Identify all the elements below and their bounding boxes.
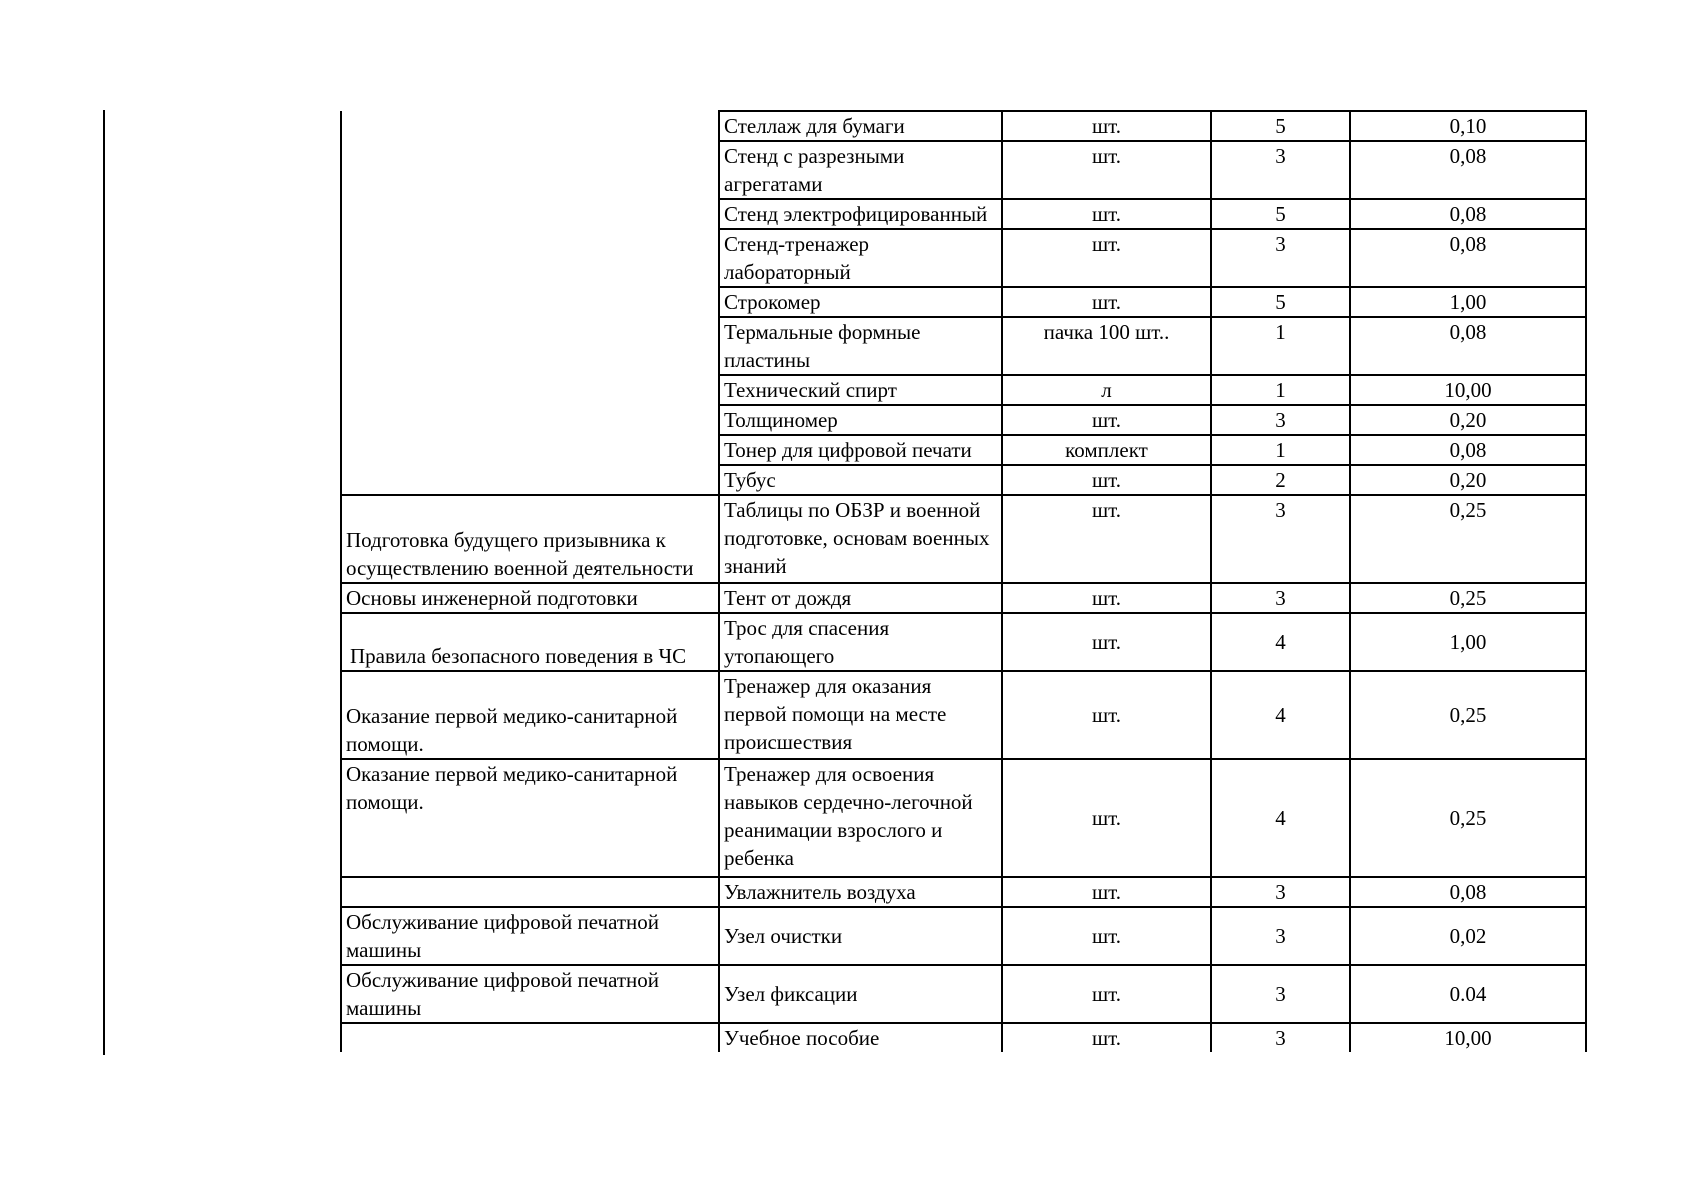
table-row: [341, 583, 1586, 613]
section-cell: Оказание первой медико-санитарной помощи.: [341, 671, 719, 759]
unit-cell: шт.: [1002, 199, 1211, 229]
left-border-line: [103, 110, 105, 1055]
unit-cell: шт.: [1002, 405, 1211, 435]
coef-cell: 0,08: [1350, 435, 1586, 465]
qty-cell: 3: [1211, 583, 1350, 613]
unit-cell: шт.: [1002, 759, 1211, 877]
unit-cell: л: [1002, 375, 1211, 405]
item-cell: Тубус: [719, 465, 1002, 495]
unit-cell: шт.: [1002, 965, 1211, 1023]
table-row: [341, 613, 1586, 671]
unit-cell: шт.: [1002, 465, 1211, 495]
item-cell: Строкомер: [719, 287, 1002, 317]
qty-cell: 2: [1211, 465, 1350, 495]
item-cell: Узел фиксации: [719, 965, 1002, 1023]
coef-cell: 10,00: [1350, 1023, 1586, 1052]
coef-cell: 0,02: [1350, 907, 1586, 965]
coef-cell: 1,00: [1350, 613, 1586, 671]
coef-cell: 0,08: [1350, 141, 1586, 199]
coef-cell: 1,00: [1350, 287, 1586, 317]
unit-cell: шт.: [1002, 671, 1211, 759]
table-row: [341, 495, 1586, 583]
section-cell: Обслуживание цифровой печатной машины: [341, 965, 719, 1023]
section-cell: Правила безопасного поведения в ЧС: [341, 613, 719, 671]
item-cell: Технический спирт: [719, 375, 1002, 405]
coef-cell: 0,08: [1350, 317, 1586, 375]
qty-cell: 3: [1211, 907, 1350, 965]
coef-cell: 0,25: [1350, 671, 1586, 759]
qty-cell: 1: [1211, 435, 1350, 465]
item-cell: Увлажнитель воздуха: [719, 877, 1002, 907]
item-cell: Тент от дождя: [719, 583, 1002, 613]
unit-cell: шт.: [1002, 613, 1211, 671]
coef-cell: 0,08: [1350, 199, 1586, 229]
item-cell: Таблицы по ОБЗР и военной подготовке, основам военных знаний: [719, 495, 1002, 583]
table-row: [341, 759, 1586, 877]
unit-cell: шт.: [1002, 1023, 1211, 1052]
item-cell: Узел очистки: [719, 907, 1002, 965]
qty-cell: 1: [1211, 375, 1350, 405]
unit-cell: шт.: [1002, 287, 1211, 317]
unit-cell: шт.: [1002, 907, 1211, 965]
coef-cell: 0,08: [1350, 877, 1586, 907]
unit-cell: шт.: [1002, 229, 1211, 287]
unit-cell: пачка 100 шт..: [1002, 317, 1211, 375]
unit-cell: шт.: [1002, 877, 1211, 907]
qty-cell: 3: [1211, 877, 1350, 907]
section-cell: Основы инженерной подготовки: [341, 583, 719, 613]
item-cell: Учебное пособие: [719, 1023, 1002, 1052]
coef-cell: 10,00: [1350, 375, 1586, 405]
equipment-table: [340, 110, 1587, 1052]
qty-cell: 4: [1211, 759, 1350, 877]
unit-cell: шт.: [1002, 111, 1211, 141]
item-cell: Тонер для цифровой печати: [719, 435, 1002, 465]
qty-cell: 3: [1211, 229, 1350, 287]
item-cell: Стенд-тренажер лабораторный: [719, 229, 1002, 287]
coef-cell: 0,25: [1350, 583, 1586, 613]
qty-cell: 3: [1211, 1023, 1350, 1052]
section-cell: [341, 1023, 719, 1052]
item-cell: Термальные формные пластины: [719, 317, 1002, 375]
section-cell: [341, 877, 719, 907]
qty-cell: 3: [1211, 965, 1350, 1023]
item-cell: Стенд с разрезными агрегатами: [719, 141, 1002, 199]
qty-cell: 4: [1211, 671, 1350, 759]
coef-cell: 0.04: [1350, 965, 1586, 1023]
item-cell: Трос для спасения утопающего: [719, 613, 1002, 671]
item-cell: Тренажер для освоения навыков сердечно-легочной реанимации взрослого и ребенка: [719, 759, 1002, 877]
item-cell: Толщиномер: [719, 405, 1002, 435]
coef-cell: 0,08: [1350, 229, 1586, 287]
coef-cell: 0,25: [1350, 759, 1586, 877]
item-cell: Стеллаж для бумаги: [719, 111, 1002, 141]
coef-cell: 0,20: [1350, 405, 1586, 435]
item-cell: Тренажер для оказания первой помощи на месте происшествия: [719, 671, 1002, 759]
table-row: [341, 671, 1586, 759]
qty-cell: 5: [1211, 287, 1350, 317]
table-row: [341, 111, 1586, 141]
section-cell: [341, 111, 719, 495]
unit-cell: комплект: [1002, 435, 1211, 465]
table-row: [341, 907, 1586, 965]
qty-cell: 5: [1211, 111, 1350, 141]
qty-cell: 3: [1211, 141, 1350, 199]
table-row: [341, 877, 1586, 907]
qty-cell: 3: [1211, 405, 1350, 435]
coef-cell: 0,20: [1350, 465, 1586, 495]
unit-cell: шт.: [1002, 583, 1211, 613]
section-cell: Подготовка будущего призывника к осуществлению военной деятельности: [341, 495, 719, 583]
section-cell: Обслуживание цифровой печатной машины: [341, 907, 719, 965]
section-cell: Оказание первой медико-санитарной помощи.: [341, 759, 719, 877]
table-row: [341, 1023, 1586, 1052]
qty-cell: 4: [1211, 613, 1350, 671]
qty-cell: 1: [1211, 317, 1350, 375]
coef-cell: 0,10: [1350, 111, 1586, 141]
item-cell: Стенд электрофицированный: [719, 199, 1002, 229]
coef-cell: 0,25: [1350, 495, 1586, 583]
qty-cell: 3: [1211, 495, 1350, 583]
table-row: [341, 965, 1586, 1023]
unit-cell: шт.: [1002, 495, 1211, 583]
qty-cell: 5: [1211, 199, 1350, 229]
unit-cell: шт.: [1002, 141, 1211, 199]
